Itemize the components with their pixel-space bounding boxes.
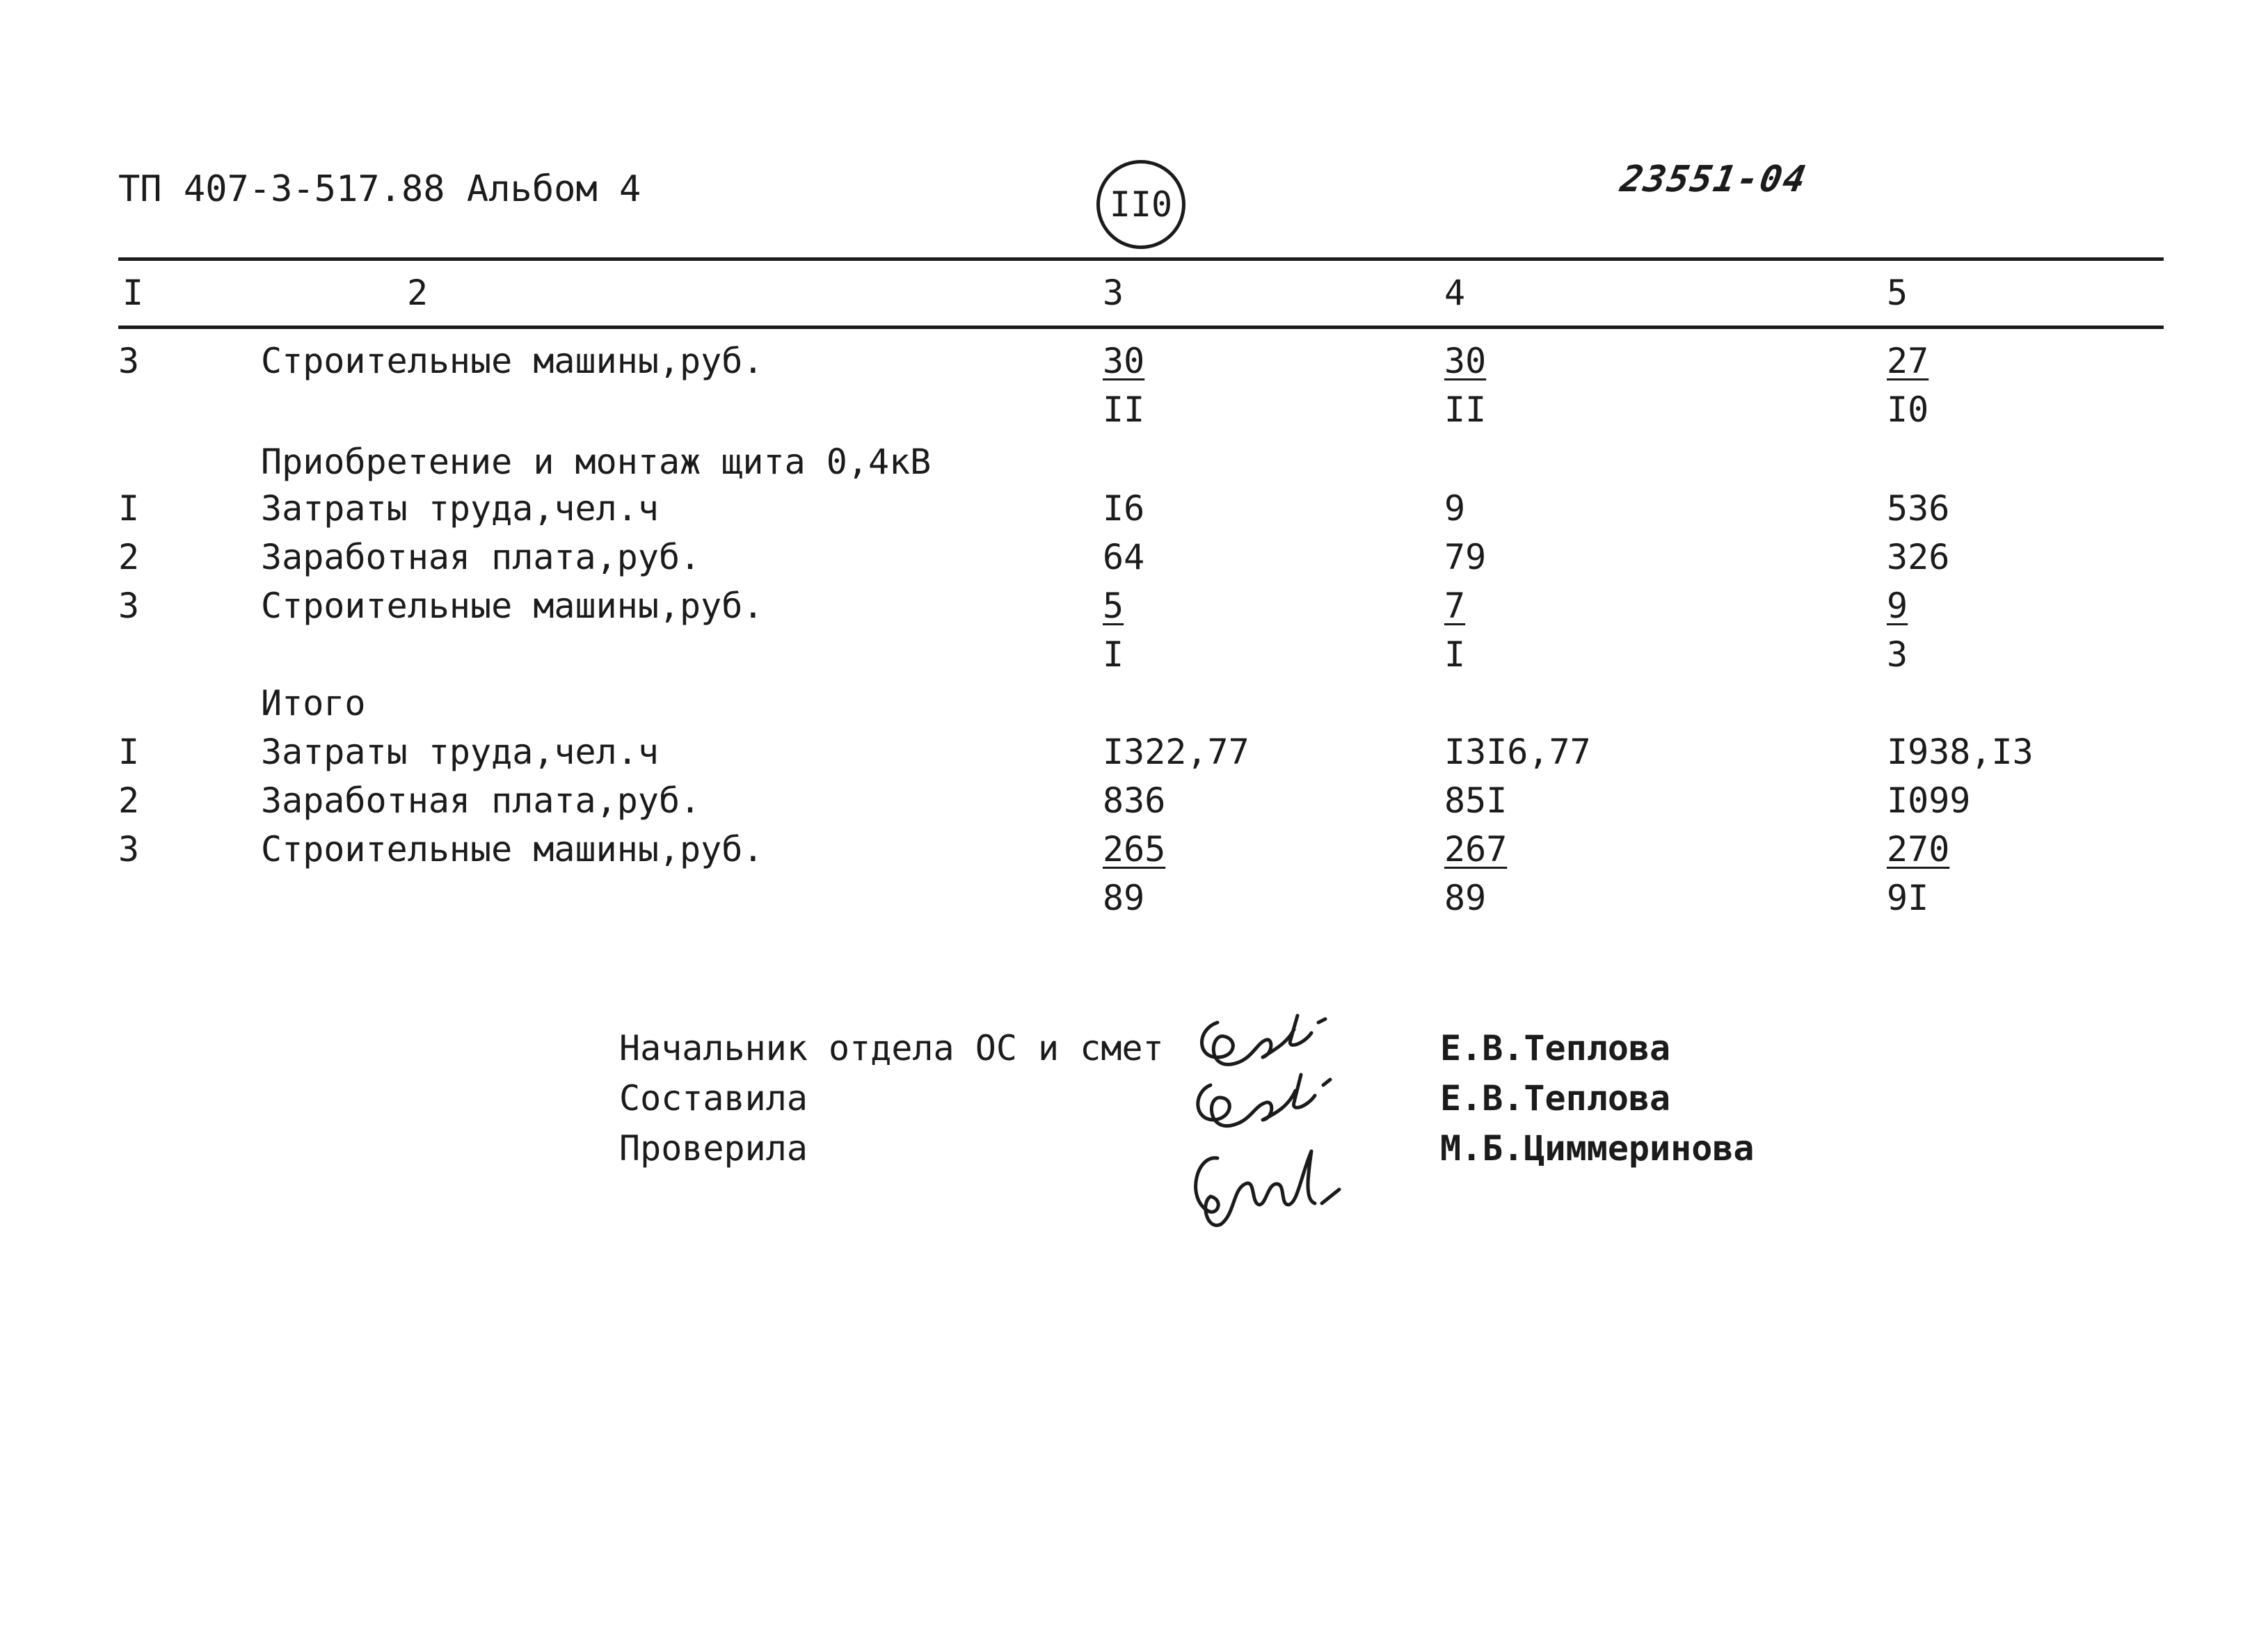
signatory-role: Начальник отдела ОС и смет [619, 1028, 1164, 1068]
cell-col4: II [1444, 390, 1487, 430]
cell-col4: I3I6,77 [1444, 732, 1591, 772]
column-header-3: 3 [1103, 273, 1124, 313]
cell-col5: 326 [1887, 537, 1950, 577]
cell-col5: I0 [1887, 390, 1929, 430]
signatory-role: Проверила [619, 1128, 808, 1169]
section-heading: Приобретение и монтаж щита 0,4кВ [261, 442, 932, 482]
cell-col3: 89 [1103, 878, 1145, 918]
row-label: Затраты труда,чел.ч [261, 488, 659, 529]
cell-col5: 536 [1887, 488, 1950, 529]
row-label: Затраты труда,чел.ч [261, 732, 659, 772]
row-number: 3 [118, 586, 140, 626]
row-number: 3 [118, 341, 140, 381]
cell-col3: 265 [1103, 829, 1166, 869]
cell-col5: 3 [1887, 634, 1908, 675]
cell-col4: 7 [1444, 586, 1466, 626]
cell-col5: 9 [1887, 586, 1908, 626]
cell-col3: I [1103, 634, 1124, 675]
cell-col5: 270 [1887, 829, 1950, 869]
row-number: 2 [118, 780, 140, 821]
cell-col4: I [1444, 634, 1466, 675]
archive-number: 23551-04 [1617, 159, 1810, 200]
section-heading: Итого [261, 683, 366, 723]
table-top-rule [118, 257, 2164, 261]
row-number: I [118, 488, 140, 529]
cell-col3: I322,77 [1103, 732, 1249, 772]
cell-col3: II [1103, 390, 1145, 430]
cell-col3: 30 [1103, 341, 1145, 381]
cell-col5: 9I [1887, 878, 1929, 918]
signatory-name: Е.В.Теплова [1440, 1078, 1671, 1118]
cell-col4: 267 [1444, 829, 1508, 869]
table-header-rule [118, 326, 2164, 329]
cell-col5: I938,I3 [1887, 732, 2034, 772]
page-number-circle [1096, 160, 1185, 249]
cell-col4: 85I [1444, 780, 1508, 821]
cell-col3: I6 [1103, 488, 1145, 529]
row-label: Заработная плата,руб. [261, 537, 701, 577]
column-header-5: 5 [1887, 273, 1908, 313]
document-title: ТП 407-3-517.88 Альбом 4 [118, 168, 641, 210]
cell-col3: 64 [1103, 537, 1145, 577]
signatory-name: Е.В.Теплова [1440, 1028, 1671, 1068]
cell-col5: 27 [1887, 341, 1929, 381]
cell-col4: 79 [1444, 537, 1487, 577]
cell-col4: 9 [1444, 488, 1466, 529]
cell-col4: 89 [1444, 878, 1487, 918]
column-header-1: I [122, 273, 144, 313]
column-header-4: 4 [1444, 273, 1466, 313]
row-label: Строительные машины,руб. [261, 586, 764, 626]
signatory-name: М.Б.Циммеринова [1440, 1128, 1755, 1169]
row-label: Строительные машины,руб. [261, 829, 764, 869]
row-number: 2 [118, 537, 140, 577]
page-number: II0 [1109, 184, 1173, 225]
cell-col4: 30 [1444, 341, 1487, 381]
column-header-2: 2 [407, 273, 429, 313]
cell-col5: I099 [1887, 780, 1971, 821]
signatory-role: Составила [619, 1078, 808, 1118]
handwritten-signatures [1169, 1002, 1364, 1238]
cell-col3: 5 [1103, 586, 1124, 626]
row-label: Заработная плата,руб. [261, 780, 701, 821]
cell-col3: 836 [1103, 780, 1166, 821]
row-number: 3 [118, 829, 140, 869]
row-label: Строительные машины,руб. [261, 341, 764, 381]
row-number: I [118, 732, 140, 772]
